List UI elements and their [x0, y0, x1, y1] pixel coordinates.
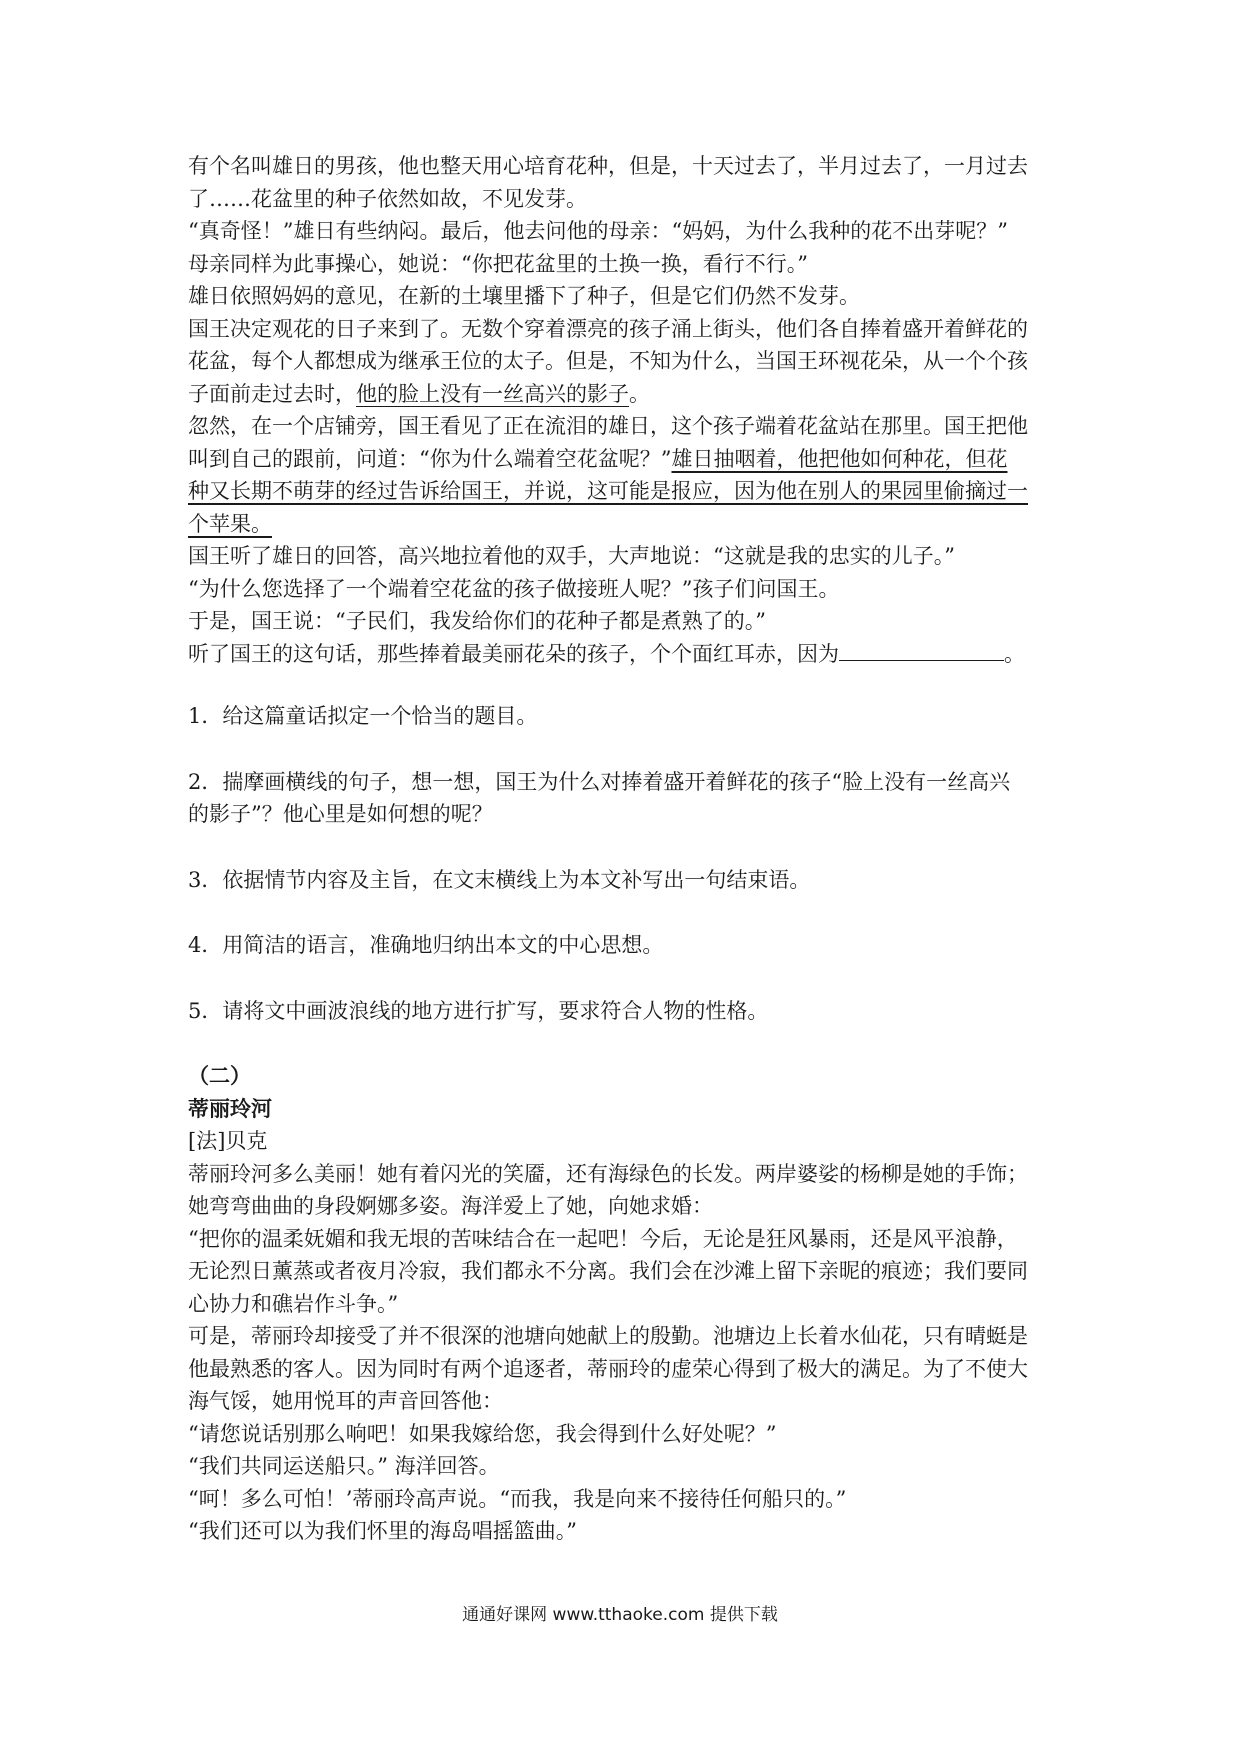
author: [法]贝克 [188, 1129, 268, 1153]
section-title: 蒂丽玲河 [188, 1096, 272, 1121]
passage-line [188, 508, 1058, 541]
passage-line: 雄日依照妈妈的意见，在新的土壤里播下了种子，但是它们仍然不发芽。 [188, 284, 860, 308]
passage-line: 国王听了雄日的回答，高兴地拉着他的双手，大声地说：“这就是我的忠实的儿子。” [188, 544, 955, 568]
section-number: （二） [188, 1064, 251, 1088]
passage-text: 叫到自己的跟前，问道：“你为什么端着空花盆呢？” [188, 446, 672, 471]
passage-text: 。 [629, 381, 650, 406]
passage-line: “呵！多么可怕！’蒂丽玲高声说。“而我，我是向来不接待任何船只的。” [188, 1486, 847, 1511]
passage-line: “为什么您选择了一个端着空花盆的孩子做接班人呢？”孩子们问国王。 [188, 576, 840, 601]
answer-blank [839, 638, 1004, 661]
passage-text: 子面前走过去时， [188, 381, 356, 406]
passage-line: 于是，国王说：“子民们，我发给你们的花种子都是煮熟了的。” [188, 609, 766, 633]
passage-line [188, 443, 1058, 476]
question-1: 1．给这篇童话拟定一个恰当的题目。 [188, 704, 538, 728]
passage-line [188, 475, 1058, 508]
question-2-cont: 的影子”？他心里是如何想的呢？ [188, 802, 493, 826]
passage-line: “把你的温柔妩媚和我无垠的苦味结合在一起吧！今后，无论是狂风暴雨，还是风平浪静， [188, 1226, 1018, 1251]
question-5: 5．请将文中画波浪线的地方进行扩写，要求符合人物的性格。 [188, 998, 769, 1023]
passage-line: 可是，蒂丽玲却接受了并不很深的池塘向她献上的殷勤。池塘边上长着水仙花，只有晴蜓是 [188, 1324, 1028, 1348]
passage-line: “请您说话别那么响吧！如果我嫁给您，我会得到什么好处呢？” [188, 1421, 777, 1446]
passage-line: 无论烈日薰蒸或者夜月冷寂，我们都永不分离。我们会在沙滩上留下亲昵的痕迹；我们要同 [188, 1259, 1028, 1283]
document-body [188, 150, 1058, 1548]
passage-line: 了……花盆里的种子依然如故，不见发芽。 [188, 186, 587, 211]
wavy-underlined-sentence: 种又长期不萌芽的经过告诉给国王，并说，这可能是报应，因为他在别人的果园里偷摘过一 [188, 479, 1028, 503]
wavy-underlined-sentence: 雄日抽咽着，他把他如何种花，但花 [671, 446, 1008, 471]
question-2: 2．揣摩画横线的句子，想一想，国王为什么对捧着盛开着鲜花的孩子“脸上没有一丝高兴 [188, 769, 1011, 794]
passage-line [188, 378, 1058, 411]
passage-line: 国王决定观花的日子来到了。无数个穿着漂亮的孩子涌上街头，他们各自捧着盛开着鲜花的 [188, 316, 1028, 341]
passage-line: 蒂丽玲河多么美丽！她有着闪光的笑靥，还有海绿色的长发。两岸婆娑的杨柳是她的手饰； [188, 1161, 1028, 1186]
underlined-sentence: 他的脸上没有一丝高兴的影子 [356, 381, 629, 406]
passage-line: 她弯弯曲曲的身段婀娜多姿。海洋爱上了她，向她求婚： [188, 1194, 713, 1218]
passage-line: “我们还可以为我们怀里的海岛唱摇篮曲。” [188, 1519, 577, 1543]
passage-text: 听了国王的这句话，那些捧着最美丽花朵的孩子，个个面红耳赤，因为 [188, 641, 839, 666]
passage-line: 花盆，每个人都想成为继承王位的太子。但是，不知为什么，当国王环视花朵，从一个个孩 [188, 349, 1028, 373]
passage-line [188, 638, 1058, 671]
question-4: 4．用简洁的语言，准确地归纳出本文的中心思想。 [188, 933, 664, 957]
passage-line: 忽然，在一个店铺旁，国王看见了正在流泪的雄日，这个孩子端着花盆站在那里。国王把他 [188, 414, 1028, 438]
passage-text: 。 [1004, 641, 1025, 666]
passage-line: 有个名叫雄日的男孩，他也整天用心培育花种，但是，十天过去了，半月过去了，一月过去 [188, 154, 1028, 178]
passage-line: 他最熟悉的客人。因为同时有两个追逐者，蒂丽玲的虚荣心得到了极大的满足。为了不使大 [188, 1356, 1028, 1381]
passage-line: 心协力和礁岩作斗争。” [188, 1291, 399, 1316]
question-3: 3．依据情节内容及主旨，在文末横线上为本文补写出一句结束语。 [188, 867, 811, 892]
wavy-underlined-sentence: 个苹果。 [188, 511, 272, 536]
passage-line: 母亲同样为此事操心，她说：“你把花盆里的土换一换，看行不行。” [188, 251, 808, 276]
passage-line: 海气馁，她用悦耳的声音回答他： [188, 1389, 503, 1413]
page-footer: 通通好课网 www.tthaoke.com 提供下载 [462, 1605, 778, 1625]
passage-line: “真奇怪！”雄日有些纳闷。最后，他去问他的母亲：“妈妈，为什么我种的花不出芽呢？” [188, 219, 1008, 243]
passage-line: “我们共同运送船只。” 海洋回答。 [188, 1454, 500, 1478]
